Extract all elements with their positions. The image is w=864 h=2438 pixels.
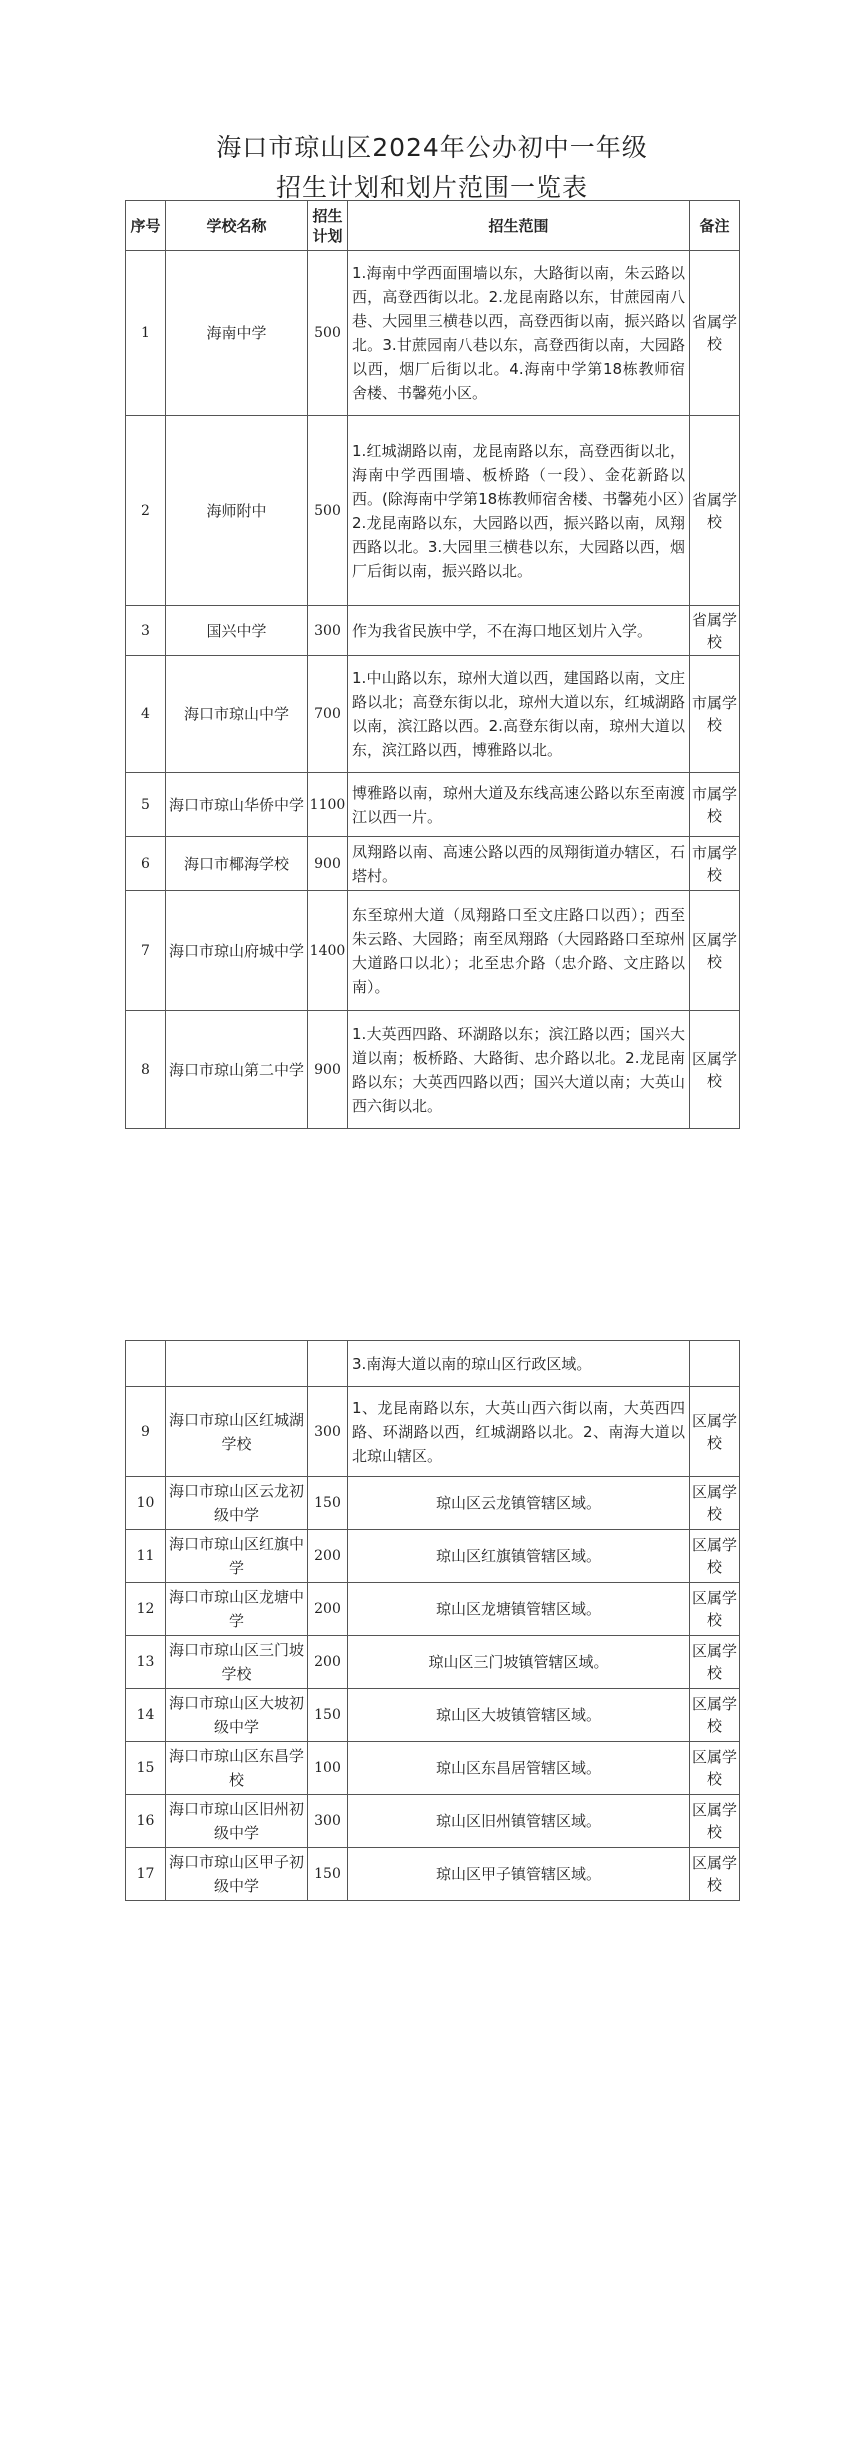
row-school xyxy=(166,1341,308,1387)
row-school: 海口市琼山区东昌学校 xyxy=(166,1742,308,1795)
enrollment-table-part2 xyxy=(125,1340,740,1901)
row-scope: 东至琼州大道（凤翔路口至文庄路口以西）；西至朱云路、大园路；南至凤翔路（大园路路口至琼州大道路口以北）；北至忠介路（忠介路、文庄路以南）。 xyxy=(348,891,690,1011)
document-title: 海口市琼山区2024年公办初中一年级 xyxy=(216,133,648,162)
row-plan: 200 xyxy=(308,1583,348,1636)
table-row xyxy=(126,1011,740,1129)
row-scope: 凤翔路以南、高速公路以西的凤翔街道办辖区，石塔村。 xyxy=(348,837,690,891)
row-school: 海口市琼山区红旗中学 xyxy=(166,1530,308,1583)
row-note: 区属学校 xyxy=(690,1795,740,1848)
row-no: 10 xyxy=(126,1477,166,1530)
header-no: 序号 xyxy=(126,201,166,251)
row-plan xyxy=(308,1341,348,1387)
header-note: 备注 xyxy=(690,201,740,251)
row-scope: 琼山区东昌居管辖区域。 xyxy=(348,1742,690,1795)
header-school: 学校名称 xyxy=(166,201,308,251)
row-plan: 200 xyxy=(308,1530,348,1583)
table-row xyxy=(126,1795,740,1848)
row-no: 17 xyxy=(126,1848,166,1901)
row-note: 区属学校 xyxy=(690,1477,740,1530)
row-school: 海口市椰海学校 xyxy=(166,837,308,891)
row-scope: 琼山区云龙镇管辖区域。 xyxy=(348,1477,690,1530)
table-row xyxy=(126,773,740,837)
table-row xyxy=(126,606,740,656)
row-plan: 150 xyxy=(308,1477,348,1530)
table-row xyxy=(126,416,740,606)
row-note xyxy=(690,1341,740,1387)
row-school: 海口市琼山华侨中学 xyxy=(166,773,308,837)
row-school: 国兴中学 xyxy=(166,606,308,656)
row-note: 省属学校 xyxy=(690,251,740,416)
row-no: 16 xyxy=(126,1795,166,1848)
row-no: 7 xyxy=(126,891,166,1011)
table-row xyxy=(126,1583,740,1636)
table-header-row xyxy=(126,201,740,251)
row-plan: 200 xyxy=(308,1636,348,1689)
row-no xyxy=(126,1341,166,1387)
row-scope: 博雅路以南，琼州大道及东线高速公路以东至南渡江以西一片。 xyxy=(348,773,690,837)
row-school: 海口市琼山中学 xyxy=(166,656,308,773)
row-note: 区属学校 xyxy=(690,1636,740,1689)
row-plan: 300 xyxy=(308,1387,348,1477)
table-row xyxy=(126,656,740,773)
row-plan: 100 xyxy=(308,1742,348,1795)
row-school: 海口市琼山区甲子初级中学 xyxy=(166,1848,308,1901)
row-no: 9 xyxy=(126,1387,166,1477)
row-scope: 3.南海大道以南的琼山区行政区域。 xyxy=(348,1341,690,1387)
row-note: 区属学校 xyxy=(690,1387,740,1477)
row-scope: 1.海南中学西面围墙以东，大路街以南，朱云路以西，高登西街以北。2.龙昆南路以东，甘蔗园南八巷、大园里三横巷以西，高登西街以南，振兴路以北。3.甘蔗园南八巷以东，高登西街以南，大园路以西，烟厂后街以北。4.海南中学第18栋教师宿舍楼、书馨苑小区。 xyxy=(348,251,690,416)
row-plan: 1100 xyxy=(308,773,348,837)
row-plan: 150 xyxy=(308,1848,348,1901)
row-plan: 1400 xyxy=(308,891,348,1011)
row-plan: 300 xyxy=(308,606,348,656)
row-no: 14 xyxy=(126,1689,166,1742)
table-row xyxy=(126,837,740,891)
row-school: 海南中学 xyxy=(166,251,308,416)
row-school: 海口市琼山区龙塘中学 xyxy=(166,1583,308,1636)
table-row xyxy=(126,1742,740,1795)
row-no: 12 xyxy=(126,1583,166,1636)
table-row xyxy=(126,1477,740,1530)
row-scope: 琼山区旧州镇管辖区域。 xyxy=(348,1795,690,1848)
row-plan: 300 xyxy=(308,1795,348,1848)
row-scope: 琼山区大坡镇管辖区域。 xyxy=(348,1689,690,1742)
row-note: 区属学校 xyxy=(690,1583,740,1636)
table-row xyxy=(126,1387,740,1477)
table-row xyxy=(126,1636,740,1689)
row-school: 海师附中 xyxy=(166,416,308,606)
table-row xyxy=(126,1848,740,1901)
table-row xyxy=(126,1530,740,1583)
row-no: 5 xyxy=(126,773,166,837)
header-scope: 招生范围 xyxy=(348,201,690,251)
row-school: 海口市琼山区三门坡学校 xyxy=(166,1636,308,1689)
row-no: 11 xyxy=(126,1530,166,1583)
row-note: 区属学校 xyxy=(690,1530,740,1583)
row-plan: 150 xyxy=(308,1689,348,1742)
row-scope: 作为我省民族中学，不在海口地区划片入学。 xyxy=(348,606,690,656)
row-note: 市属学校 xyxy=(690,837,740,891)
row-note: 市属学校 xyxy=(690,773,740,837)
row-scope: 琼山区甲子镇管辖区域。 xyxy=(348,1848,690,1901)
row-plan: 900 xyxy=(308,1011,348,1129)
row-scope: 1、龙昆南路以东，大英山西六街以南，大英西四路、环湖路以西，红城湖路以北。2、南海大道以北琼山辖区。 xyxy=(348,1387,690,1477)
row-scope: 琼山区红旗镇管辖区域。 xyxy=(348,1530,690,1583)
row-plan: 900 xyxy=(308,837,348,891)
row-note: 省属学校 xyxy=(690,416,740,606)
row-plan: 500 xyxy=(308,251,348,416)
row-school: 海口市琼山区云龙初级中学 xyxy=(166,1477,308,1530)
table-row xyxy=(126,1689,740,1742)
row-no: 8 xyxy=(126,1011,166,1129)
row-school: 海口市琼山区旧州初级中学 xyxy=(166,1795,308,1848)
document-subtitle: 招生计划和划片范围一览表 xyxy=(275,173,588,202)
row-scope: 1.红城湖路以南，龙昆南路以东，高登西街以北，海南中学西围墙、板桥路（一段）、金花新路以西。(除海南中学第18栋教师宿舍楼、书馨苑小区）2.龙昆南路以东，大园路以西，振兴路以南，凤翔西路以北。3.大园里三横巷以东，大园路以西，烟厂后街以南，振兴路以北。 xyxy=(348,416,690,606)
row-no: 2 xyxy=(126,416,166,606)
row-note: 区属学校 xyxy=(690,1689,740,1742)
enrollment-table-part1 xyxy=(125,200,740,1129)
row-note: 区属学校 xyxy=(690,1848,740,1901)
row-no: 13 xyxy=(126,1636,166,1689)
row-note: 市属学校 xyxy=(690,656,740,773)
row-note: 省属学校 xyxy=(690,606,740,656)
table-row xyxy=(126,251,740,416)
row-scope: 琼山区龙塘镇管辖区域。 xyxy=(348,1583,690,1636)
row-scope: 琼山区三门坡镇管辖区域。 xyxy=(348,1636,690,1689)
row-note: 区属学校 xyxy=(690,891,740,1011)
row-plan: 500 xyxy=(308,416,348,606)
row-scope: 1.大英西四路、环湖路以东；滨江路以西；国兴大道以南；板桥路、大路街、忠介路以北。2.龙昆南路以东；大英西四路以西；国兴大道以南；大英山西六街以北。 xyxy=(348,1011,690,1129)
row-no: 4 xyxy=(126,656,166,773)
row-no: 1 xyxy=(126,251,166,416)
row-note: 区属学校 xyxy=(690,1742,740,1795)
row-school: 海口市琼山区大坡初级中学 xyxy=(166,1689,308,1742)
table-row xyxy=(126,891,740,1011)
row-no: 6 xyxy=(126,837,166,891)
row-no: 15 xyxy=(126,1742,166,1795)
row-school: 海口市琼山第二中学 xyxy=(166,1011,308,1129)
row-no: 3 xyxy=(126,606,166,656)
table-row xyxy=(126,1341,740,1387)
row-scope: 1.中山路以东，琼州大道以西，建国路以南，文庄路以北；高登东街以北，琼州大道以东，红城湖路以南，滨江路以西。2.高登东街以南，琼州大道以东，滨江路以西，博雅路以北。 xyxy=(348,656,690,773)
header-plan: 招生计划 xyxy=(308,201,348,251)
row-school: 海口市琼山府城中学 xyxy=(166,891,308,1011)
row-note: 区属学校 xyxy=(690,1011,740,1129)
row-plan: 700 xyxy=(308,656,348,773)
row-school: 海口市琼山区红城湖学校 xyxy=(166,1387,308,1477)
